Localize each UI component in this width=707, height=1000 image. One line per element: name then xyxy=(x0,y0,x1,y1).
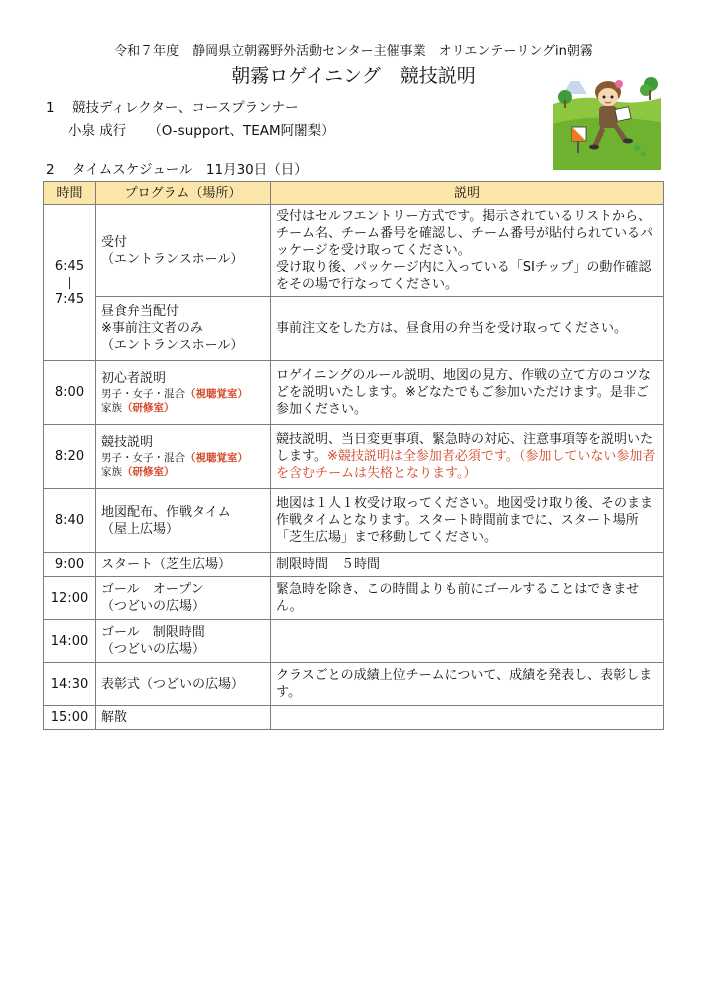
table-row xyxy=(44,663,664,706)
program-place: （屋上広場） xyxy=(101,521,180,537)
description-text: 受付はセルフエントリー方式です。掲示されているリストから、チーム名、チーム番号を確認し、チーム番号が貼付られているパッケージを受け取ってください。 xyxy=(276,209,654,258)
section2-title: タイムスケジュール 11月30日（日） xyxy=(72,162,308,178)
program-cell: 解散 xyxy=(96,706,271,730)
program-title: 受付 xyxy=(101,234,128,250)
description-cell xyxy=(271,297,664,361)
program-place: （つどいの広場） xyxy=(101,642,206,657)
program-cell xyxy=(96,297,271,361)
program-sub xyxy=(101,401,265,415)
person-name: 小泉 成行 xyxy=(68,123,127,139)
program-sub xyxy=(101,465,265,479)
program-title: ゴール オープン xyxy=(101,582,204,597)
section2-number: 2 xyxy=(46,162,55,178)
program-sub xyxy=(101,387,265,401)
program-groups: 男子・女子・混合 xyxy=(101,388,185,400)
orienteering-runner-illustration xyxy=(553,64,661,170)
program-cell xyxy=(96,205,271,297)
program-groups: 男子・女子・混合 xyxy=(101,452,185,464)
description-warning: ※競技説明は全参加者必須です。（参加していない参加者を含むチームは失格となります。） xyxy=(276,449,656,481)
time-cell: 15:00 xyxy=(44,706,96,730)
time-cell: 14:00 xyxy=(44,620,96,663)
program-place: （エントランスホール） xyxy=(101,251,244,267)
header-time: 時間 xyxy=(44,182,96,205)
table-row xyxy=(44,620,664,663)
description-cell: 地図は１人１枚受け取ってください。地図受け取り後、そのまま作戦タイムとなります。スタート時間前までに、スタート場所「芝生広場」まで移動してください。 xyxy=(271,489,664,553)
description-cell: 緊急時を除き、この時間よりも前にゴールすることはできません。 xyxy=(271,577,664,620)
time-end: 7:45 xyxy=(54,291,85,307)
program-note: ※事前注文者のみ xyxy=(101,321,203,336)
description-cell xyxy=(271,425,664,489)
program-title: 昼食弁当配付 xyxy=(101,304,180,319)
section1-person xyxy=(68,119,335,139)
program-title: 競技説明 xyxy=(101,435,154,450)
program-cell xyxy=(96,489,271,553)
table-row xyxy=(44,297,664,361)
table-row xyxy=(44,489,664,553)
program-cell: 表彰式（つどいの広場） xyxy=(96,663,271,706)
time-cell: 8:00 xyxy=(44,361,96,425)
program-sub xyxy=(101,451,265,465)
program-room: （研修室） xyxy=(122,402,175,414)
section1-title: 競技ディレクター、コースプランナー xyxy=(72,100,299,116)
time-start: 6:45 xyxy=(54,258,85,274)
header-program: プログラム（場所） xyxy=(96,182,271,205)
time-cell: 9:00 xyxy=(44,553,96,577)
description-cell: クラスごとの成績上位チームについて、成績を発表し、表彰します。 xyxy=(271,663,664,706)
time-cell: 14:30 xyxy=(44,663,96,706)
time-cell: 8:40 xyxy=(44,489,96,553)
description-cell: 制限時間 ５時間 xyxy=(271,553,664,577)
description-cell xyxy=(271,620,664,663)
page-title: 朝霧ロゲイニング 競技説明 xyxy=(231,65,476,87)
program-place: （エントランスホール） xyxy=(101,338,244,353)
program-cell: スタート（芝生広場） xyxy=(96,553,271,577)
header-subtitle: 令和７年度 静岡県立朝霧野外活動センター主催事業 オリエンテーリングin朝霧 xyxy=(114,44,593,59)
table-row xyxy=(44,361,664,425)
program-room: （視聴覚室） xyxy=(185,452,248,464)
program-cell xyxy=(96,620,271,663)
description-cell xyxy=(271,205,664,297)
program-room: （視聴覚室） xyxy=(185,388,248,400)
description-text: 受け取り後、パッケージ内に入っている「SIチップ」の動作確認をその場で行なってください。 xyxy=(276,260,652,292)
time-cell: 12:00 xyxy=(44,577,96,620)
table-row xyxy=(44,706,664,730)
time-cell: 8:20 xyxy=(44,425,96,489)
table-header-row xyxy=(44,182,664,205)
person-org: （O-support、TEAM阿闍梨） xyxy=(148,123,335,139)
program-title: 初心者説明 xyxy=(101,371,167,386)
section2-heading xyxy=(46,158,308,178)
program-title: 地図配布、作戦タイム xyxy=(101,504,231,520)
time-range-dash xyxy=(69,277,70,289)
section1-number: 1 xyxy=(46,100,55,116)
table-row xyxy=(44,425,664,489)
description-cell xyxy=(271,706,664,730)
description-text: 事前注文をした方は、昼食用の弁当を受け取ってください。 xyxy=(276,321,628,336)
section1-heading xyxy=(46,96,299,116)
program-cell xyxy=(96,361,271,425)
program-room: （研修室） xyxy=(122,466,175,478)
program-title: ゴール 制限時間 xyxy=(101,625,205,640)
program-cell xyxy=(96,425,271,489)
program-groups: 家族 xyxy=(101,466,122,478)
table-row xyxy=(44,205,664,297)
table-row xyxy=(44,553,664,577)
schedule-table xyxy=(43,181,664,730)
description-text: 競技説明、当日変更事項、緊急時の対応、注意事項等を説明いたします。 xyxy=(276,432,654,464)
program-cell xyxy=(96,577,271,620)
program-place: （つどいの広場） xyxy=(101,599,206,614)
description-cell: ロゲイニングのルール説明、地図の見方、作戦の立て方のコツなどを説明いたします。※どなたでもご参加いただけます。是非ご参加ください。 xyxy=(271,361,664,425)
program-groups: 家族 xyxy=(101,402,122,414)
header-description: 説明 xyxy=(271,182,664,205)
time-cell xyxy=(44,205,96,361)
table-row xyxy=(44,577,664,620)
